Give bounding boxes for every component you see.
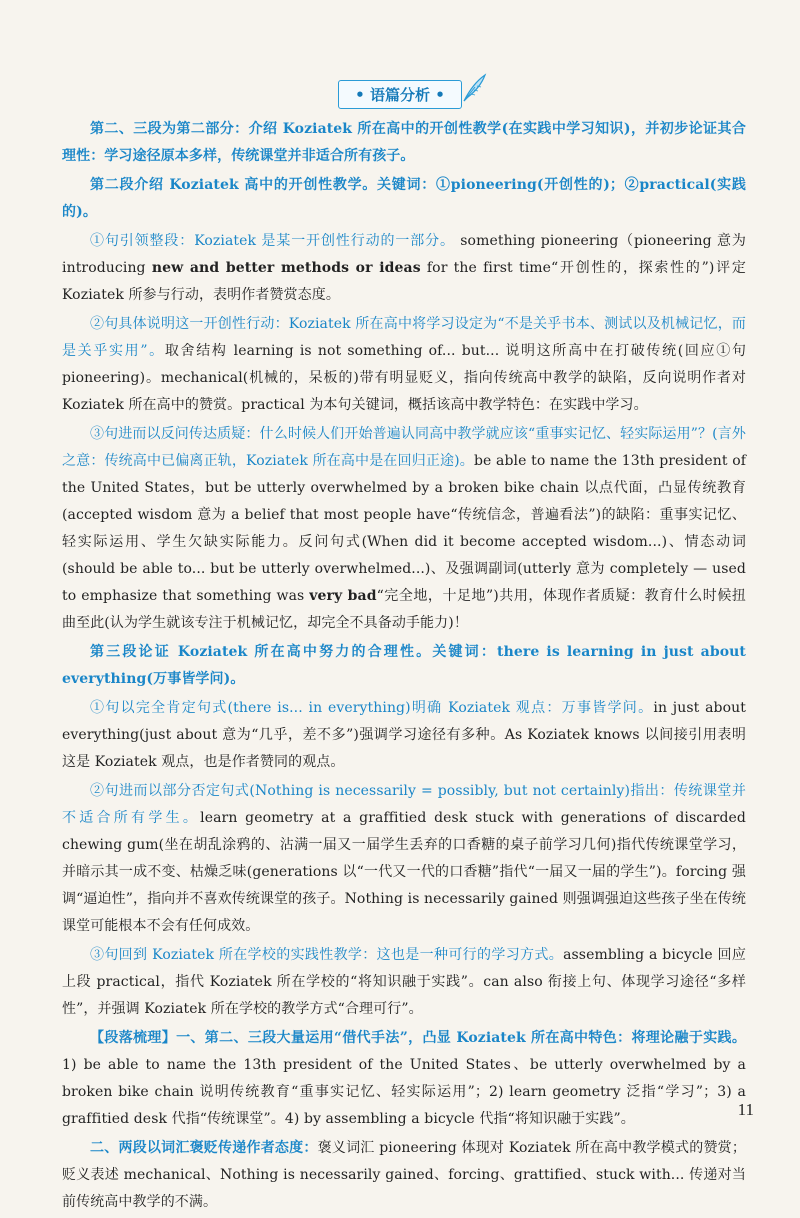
analysis-paragraph bbox=[62, 228, 746, 309]
body-text: learn geometry at a graffitied desk stuck with generations of discarded chewing gum(坐在胡乱涂鸦的、沾满一届又一届学生丢弃的口香糖的桌子前学习几何)指代传统课堂学习，并暗示其一成不变、枯燥乏味(generations 以“一代又一代的口香糖”指代“一届又一届的学生”)。forcing 强调“逼迫性”，指向并不喜欢传统课堂的孩子。Nothing is necessarily gained 则强调强迫这些孩子坐在传统课堂可能根本不会有任何成效。 bbox=[62, 810, 746, 934]
analysis-paragraph bbox=[62, 172, 746, 226]
body-text: in just about everything(just about 意为“几乎，差不多”)强调学习途径有多种。As Koziatek knows 以间接引用表明这是 Koziatek 观点，也是作者赞同的观点。 bbox=[62, 700, 746, 770]
analysis-body bbox=[62, 116, 746, 1218]
highlighted-heading-text: 二、两段以词汇褒贬传递作者态度： bbox=[90, 1140, 318, 1156]
section-header bbox=[0, 80, 800, 109]
highlighted-sentence-note: ②句进而以部分否定句式(Nothing is necessarily = possibly, but not certainly)指出：传统课堂并不适合所有学生。 bbox=[62, 783, 746, 826]
highlighted-sentence-note: ③句回到 Koziatek 所在学校的实践性教学：这也是一种可行的学习方式。 bbox=[90, 947, 564, 963]
highlighted-heading-text: 第二、三段为第二部分：介绍 Koziatek 所在高中的开创性教学(在实践中学习知识)，并初步论证其合理性：学习途径原本多样，传统课堂并非适合所有孩子。 bbox=[62, 121, 746, 164]
analysis-paragraph bbox=[62, 311, 746, 419]
analysis-paragraph bbox=[62, 1025, 746, 1133]
analysis-paragraph bbox=[62, 1135, 746, 1216]
header-dot-left: • bbox=[355, 86, 365, 104]
highlighted-sentence-note: ①句以完全肯定句式(there is... in everything)明确 Koziatek 观点：万事皆学问。 bbox=[90, 700, 654, 716]
analysis-paragraph bbox=[62, 421, 746, 637]
bold-phrase: very bad bbox=[309, 588, 377, 604]
analysis-paragraph bbox=[62, 695, 746, 776]
highlighted-heading-text: 【段落梳理】一、第二、三段大量运用“借代手法”，凸显 Koziatek 所在高中特色：将理论融于实践。 bbox=[90, 1030, 746, 1046]
page-number: 11 bbox=[737, 1100, 754, 1119]
body-text: 褒义词汇 pioneering 体现对 Koziatek 所在高中教学模式的赞赏；贬义表述 mechanical、Nothing is necessarily gained、forcing、grattified、stuck with... 传递对当前传统高中教学的不满。 bbox=[62, 1140, 747, 1210]
analysis-paragraph bbox=[62, 116, 746, 170]
body-text: for the first time“开创性的，探索性的”)评定 Koziatek 所参与行动，表明作者赞赏态度。 bbox=[62, 260, 746, 303]
analysis-paragraph bbox=[62, 639, 746, 693]
highlighted-sentence-note: ③句进而以反问传达质疑：什么时候人们开始普遍认同高中教学就应该“重事实记忆、轻实际运用”？(言外之意：传统高中已偏离正轨，Koziatek 所在高中是在回归正途)。 bbox=[62, 426, 746, 469]
body-text: be able to name the 13th president of the United States，but be utterly overwhelmed by a broken bike chain 以点代面，凸显传统教育(accepted wisdom 意为 a belief that most people have“传统信念，普遍看法”)的缺陷：重事实记忆、轻实际运用、学生欠缺实际能力。反问句式(When did it become accepted wisdom...)、情态动词(should be able to... but be utterly overwhelmed...)、及强调副词(utterly 意为 completely — used to emphasize that something was bbox=[62, 453, 746, 604]
body-text: 1) be able to name the 13th president of the United States、be utterly overwhelmed by a broken bike chain 说明传统教育“重事实记忆、轻实际运用”；2) learn geometry 泛指“学习”；3) a graffitied desk 代指“传统课堂”。4) by assembling a bicycle 代指“将知识融于实践”。 bbox=[62, 1057, 746, 1127]
analysis-paragraph bbox=[62, 942, 746, 1023]
section-header-badge bbox=[338, 80, 462, 109]
body-text: “完全地，十足地”)共用，体现作者质疑：教育什么时候扭曲至此(认为学生就该专注于机械记忆，却完全不具备动手能力)！ bbox=[62, 588, 746, 631]
body-text: something pioneering（pioneering 意为 introducing bbox=[62, 233, 746, 276]
highlighted-heading-text: 第三段论证 Koziatek 所在高中努力的合理性。关键词：there is learning in just about everything(万事皆学问)。 bbox=[62, 644, 746, 687]
analysis-paragraph bbox=[62, 778, 746, 940]
section-title: 语篇分析 bbox=[369, 86, 430, 104]
highlighted-sentence-note: ②句具体说明这一开创性行动：Koziatek 所在高中将学习设定为“不是关乎书本、测试以及机械记忆，而是关乎实用”。 bbox=[62, 316, 746, 359]
highlighted-heading-text: 第二段介绍 Koziatek 高中的开创性教学。关键词：①pioneering(开创性的)；②practical(实践的)。 bbox=[62, 177, 746, 220]
bold-phrase: new and better methods or ideas bbox=[151, 260, 421, 276]
quill-pen-icon bbox=[461, 73, 487, 103]
body-text: 取舍结构 learning is not something of... but... 说明这所高中在打破传统(回应①句 pioneering)。mechanical(机械的，呆板的)带有明显贬义，指向传统高中教学的缺陷，反向说明作者对 Koziatek 所在高中的赞赏。practical 为本句关键词，概括该高中教学特色：在实践中学习。 bbox=[62, 343, 747, 413]
highlighted-sentence-note: ①句引领整段：Koziatek 是某一开创性行动的一部分。 bbox=[90, 233, 455, 249]
header-dot-right: • bbox=[435, 86, 445, 104]
body-text: assembling a bicycle 回应上段 practical，指代 Koziatek 所在学校的“将知识融于实践”。can also 衔接上句、体现学习途径“多样性”，并强调 Koziatek 所在学校的教学方式“合理可行”。 bbox=[62, 947, 746, 1017]
